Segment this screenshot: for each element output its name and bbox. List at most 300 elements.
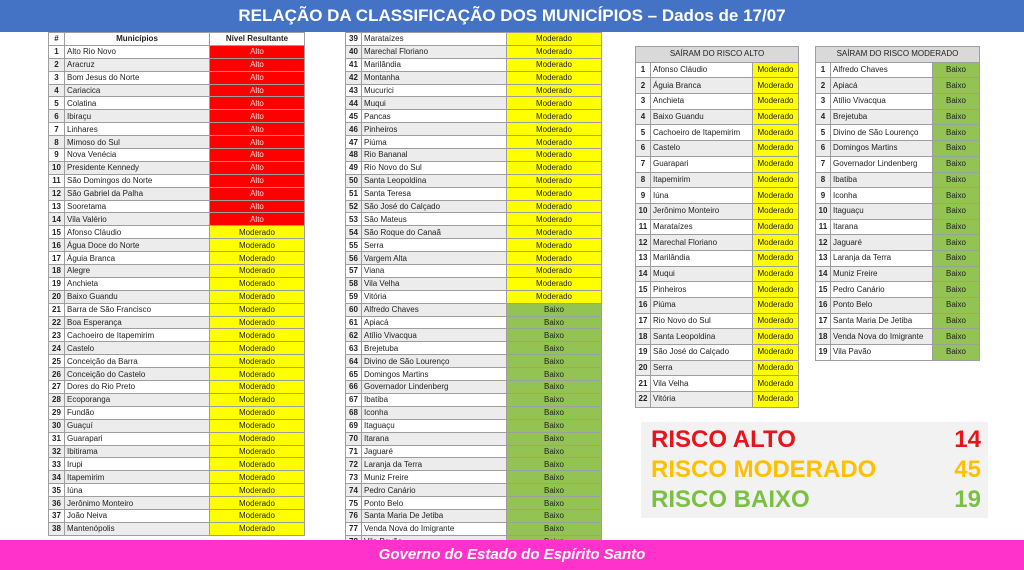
row-number: 43	[346, 84, 362, 97]
municipio-name: Baixo Guandu	[651, 109, 753, 125]
table-row	[346, 84, 602, 97]
risk-level: Moderado	[210, 419, 305, 432]
table-row	[816, 125, 980, 141]
risk-level: Moderado	[753, 109, 799, 125]
municipio-name: São Mateus	[362, 213, 507, 226]
risk-level: Moderado	[507, 290, 602, 303]
row-number: 58	[346, 277, 362, 290]
row-number: 6	[816, 141, 831, 157]
row-number: 44	[346, 97, 362, 110]
row-number: 8	[636, 172, 651, 188]
risk-level: Moderado	[753, 188, 799, 204]
risk-level: Baixo	[933, 109, 980, 125]
municipio-name: Montanha	[362, 71, 507, 84]
risk-level: Moderado	[753, 94, 799, 110]
row-number: 51	[346, 187, 362, 200]
table-row	[636, 94, 799, 110]
table-row	[346, 484, 602, 497]
row-number: 10	[49, 161, 65, 174]
row-number: 19	[636, 345, 651, 361]
risk-level: Baixo	[507, 484, 602, 497]
risk-level: Moderado	[210, 445, 305, 458]
table-row	[346, 303, 602, 316]
table-row	[636, 345, 799, 361]
municipio-name: Governador Lindenberg	[831, 156, 933, 172]
table-row	[49, 161, 305, 174]
municipio-name: Cariacica	[65, 84, 210, 97]
municipio-name: Marataízes	[651, 219, 753, 235]
row-number: 45	[346, 110, 362, 123]
table-row	[346, 419, 602, 432]
table-row	[346, 123, 602, 136]
table-row	[49, 381, 305, 394]
risk-level: Baixo	[933, 235, 980, 251]
table-row	[636, 78, 799, 94]
municipio-name: Aracruz	[65, 58, 210, 71]
risk-level: Alto	[210, 161, 305, 174]
row-number: 77	[346, 522, 362, 535]
risk-level: Moderado	[753, 329, 799, 345]
table-row	[49, 45, 305, 58]
municipio-name: Linhares	[65, 123, 210, 136]
row-number: 74	[346, 484, 362, 497]
row-number: 70	[346, 432, 362, 445]
risk-level: Moderado	[753, 172, 799, 188]
risk-level: Moderado	[210, 252, 305, 265]
row-number: 15	[49, 226, 65, 239]
municipio-name: Marilândia	[362, 58, 507, 71]
table-row	[346, 509, 602, 522]
risk-level: Moderado	[210, 432, 305, 445]
summary-row-moderado	[651, 455, 981, 485]
table-row	[636, 313, 799, 329]
table-row	[816, 156, 980, 172]
risk-level: Moderado	[507, 97, 602, 110]
municipio-name: Alegre	[65, 265, 210, 278]
row-number: 20	[636, 360, 651, 376]
row-number: 2	[49, 58, 65, 71]
municipio-name: Itarana	[362, 432, 507, 445]
municipio-name: Vitória	[651, 392, 753, 408]
row-number: 20	[49, 290, 65, 303]
municipio-name: Iúna	[651, 188, 753, 204]
risk-level: Moderado	[210, 458, 305, 471]
risk-level: Moderado	[210, 406, 305, 419]
row-number: 8	[816, 172, 831, 188]
row-number: 10	[816, 203, 831, 219]
table-row	[49, 368, 305, 381]
table-row	[49, 290, 305, 303]
row-number: 15	[816, 282, 831, 298]
municipio-name: Ibiraçu	[65, 110, 210, 123]
table-row	[49, 406, 305, 419]
risk-level: Baixo	[507, 509, 602, 522]
row-number: 6	[636, 141, 651, 157]
risk-level: Baixo	[933, 266, 980, 282]
municipio-name: Muqui	[362, 97, 507, 110]
risk-level: Moderado	[507, 226, 602, 239]
row-number: 3	[816, 94, 831, 110]
table-row	[816, 78, 980, 94]
row-number: 34	[49, 471, 65, 484]
sairam-risco-alto-table	[635, 46, 799, 408]
table-row	[49, 252, 305, 265]
row-number: 1	[816, 62, 831, 78]
municipio-name: Itapemirim	[65, 471, 210, 484]
table-row	[816, 203, 980, 219]
risk-level: Moderado	[210, 239, 305, 252]
row-number: 69	[346, 419, 362, 432]
municipio-name: Marataízes	[362, 33, 507, 46]
municipio-name: Itaguaçu	[831, 203, 933, 219]
risk-level: Baixo	[507, 355, 602, 368]
municipio-name: Guaçuí	[65, 419, 210, 432]
table-row	[346, 33, 602, 46]
row-number: 24	[49, 342, 65, 355]
municipio-name: Sooretama	[65, 200, 210, 213]
risk-level: Baixo	[933, 78, 980, 94]
risk-level: Moderado	[507, 58, 602, 71]
table-row	[346, 393, 602, 406]
main-table-body	[49, 45, 305, 535]
risk-level: Alto	[210, 110, 305, 123]
risk-level: Baixo	[933, 203, 980, 219]
risk-level: Baixo	[933, 313, 980, 329]
municipio-name: Afonso Cláudio	[65, 226, 210, 239]
table-row	[49, 265, 305, 278]
risk-level: Moderado	[753, 203, 799, 219]
row-number: 28	[49, 393, 65, 406]
table-row	[346, 174, 602, 187]
table-row	[49, 200, 305, 213]
table-row	[636, 298, 799, 314]
risk-level: Moderado	[753, 156, 799, 172]
table-row	[816, 219, 980, 235]
table-row	[636, 392, 799, 408]
row-number: 49	[346, 161, 362, 174]
municipio-name: Águia Branca	[65, 252, 210, 265]
table-row	[816, 235, 980, 251]
risk-level: Baixo	[507, 393, 602, 406]
sairam-moderado-header-row	[816, 47, 980, 63]
table-row	[49, 277, 305, 290]
risk-level: Baixo	[507, 458, 602, 471]
row-number: 2	[816, 78, 831, 94]
row-number: 9	[49, 149, 65, 162]
risk-level: Moderado	[753, 313, 799, 329]
risk-level: Moderado	[507, 174, 602, 187]
second-table-body	[346, 33, 602, 549]
row-number: 14	[49, 213, 65, 226]
risk-level: Alto	[210, 97, 305, 110]
table-row	[49, 316, 305, 329]
risk-level: Moderado	[507, 84, 602, 97]
table-row	[816, 329, 980, 345]
table-row	[816, 345, 980, 361]
table-row	[346, 342, 602, 355]
row-number: 46	[346, 123, 362, 136]
municipio-name: Ponto Belo	[362, 497, 507, 510]
municipio-name: Brejetuba	[831, 109, 933, 125]
municipio-name: Mimoso do Sul	[65, 136, 210, 149]
table-row	[636, 62, 799, 78]
risk-level: Baixo	[507, 445, 602, 458]
municipio-name: Rio Novo do Sul	[362, 161, 507, 174]
row-number: 54	[346, 226, 362, 239]
row-number: 17	[636, 313, 651, 329]
table-row	[346, 45, 602, 58]
row-number: 17	[816, 313, 831, 329]
table-row	[346, 471, 602, 484]
municipio-name: Mantenópolis	[65, 522, 210, 535]
risk-level: Baixo	[507, 419, 602, 432]
row-number: 33	[49, 458, 65, 471]
risk-level: Baixo	[933, 172, 980, 188]
risk-level: Moderado	[210, 471, 305, 484]
row-number: 18	[49, 265, 65, 278]
risk-level: Moderado	[507, 277, 602, 290]
row-number: 27	[49, 381, 65, 394]
municipio-name: Alfredo Chaves	[362, 303, 507, 316]
municipio-name: Baixo Guandu	[65, 290, 210, 303]
header-number: #	[49, 33, 65, 46]
row-number: 19	[816, 345, 831, 361]
row-number: 12	[816, 235, 831, 251]
table-row	[49, 174, 305, 187]
row-number: 47	[346, 136, 362, 149]
table-row	[636, 282, 799, 298]
municipio-name: Vila Velha	[362, 277, 507, 290]
row-number: 13	[49, 200, 65, 213]
sairam-moderado-body	[816, 62, 980, 360]
summary-row-baixo	[651, 485, 981, 515]
risk-level: Baixo	[933, 345, 980, 361]
risk-level: Baixo	[933, 188, 980, 204]
table-row	[49, 432, 305, 445]
table-row	[636, 203, 799, 219]
municipio-name: Serra	[651, 360, 753, 376]
municipio-name: Boa Esperança	[65, 316, 210, 329]
row-number: 39	[346, 33, 362, 46]
table-row	[346, 522, 602, 535]
risk-level: Moderado	[210, 329, 305, 342]
municipio-name: Nova Venécia	[65, 149, 210, 162]
table-row	[346, 58, 602, 71]
table-row	[816, 282, 980, 298]
table-row	[49, 239, 305, 252]
risk-level: Moderado	[507, 265, 602, 278]
municipio-name: Jerônimo Monteiro	[651, 203, 753, 219]
risk-level: Moderado	[507, 136, 602, 149]
row-number: 53	[346, 213, 362, 226]
municipio-name: Cachoeiro de Itapemirim	[65, 329, 210, 342]
table-row	[49, 226, 305, 239]
risk-level: Baixo	[933, 219, 980, 235]
risk-level: Moderado	[753, 282, 799, 298]
row-number: 8	[49, 136, 65, 149]
risk-level: Alto	[210, 123, 305, 136]
risk-level: Moderado	[507, 239, 602, 252]
row-number: 3	[49, 71, 65, 84]
municipio-name: São Domingos do Norte	[65, 174, 210, 187]
row-number: 40	[346, 45, 362, 58]
municipio-name: Laranja da Terra	[831, 250, 933, 266]
table-row	[49, 303, 305, 316]
risk-level: Baixo	[933, 282, 980, 298]
risk-level: Alto	[210, 45, 305, 58]
municipio-name: Jaguaré	[831, 235, 933, 251]
risk-level: Baixo	[507, 342, 602, 355]
risk-level: Alto	[210, 213, 305, 226]
risk-level: Alto	[210, 187, 305, 200]
risk-level: Alto	[210, 149, 305, 162]
municipio-name: Itarana	[831, 219, 933, 235]
risk-level: Baixo	[507, 368, 602, 381]
municipio-name: Ibitirama	[65, 445, 210, 458]
row-number: 26	[49, 368, 65, 381]
row-number: 32	[49, 445, 65, 458]
risk-level: Baixo	[933, 62, 980, 78]
risk-level: Moderado	[507, 110, 602, 123]
municipio-name: Iúna	[65, 484, 210, 497]
table-row	[636, 266, 799, 282]
table-row	[816, 313, 980, 329]
risk-level: Baixo	[933, 156, 980, 172]
row-number: 13	[816, 250, 831, 266]
municipio-name: Piúma	[651, 298, 753, 314]
municipio-name: Cachoeiro de Itapemirim	[651, 125, 753, 141]
municipio-name: Apiacá	[362, 316, 507, 329]
row-number: 68	[346, 406, 362, 419]
summary-row-alto	[651, 425, 981, 455]
table-row	[636, 360, 799, 376]
sairam-risco-moderado-table	[815, 46, 980, 361]
sairam-alto-body	[636, 62, 799, 407]
row-number: 12	[49, 187, 65, 200]
municipio-name: Água Doce do Norte	[65, 239, 210, 252]
row-number: 21	[49, 303, 65, 316]
municipio-name: São Roque do Canaã	[362, 226, 507, 239]
table-row	[346, 239, 602, 252]
table-row	[816, 172, 980, 188]
risk-level: Moderado	[210, 381, 305, 394]
row-number: 61	[346, 316, 362, 329]
risk-level: Moderado	[210, 316, 305, 329]
summary-count-alto: 14	[954, 426, 981, 453]
municipio-name: Ecoporanga	[65, 393, 210, 406]
table-row	[49, 522, 305, 535]
risk-level: Baixo	[507, 522, 602, 535]
municipio-name: Mucurici	[362, 84, 507, 97]
table-row	[346, 187, 602, 200]
row-number: 67	[346, 393, 362, 406]
table-row	[346, 110, 602, 123]
municipio-name: Venda Nova do Imigrante	[831, 329, 933, 345]
row-number: 76	[346, 509, 362, 522]
risk-level: Moderado	[753, 345, 799, 361]
table-row	[49, 497, 305, 510]
row-number: 35	[49, 484, 65, 497]
municipio-name: Guarapari	[65, 432, 210, 445]
table-row	[636, 109, 799, 125]
municipio-name: Alto Rio Novo	[65, 45, 210, 58]
table-row	[636, 235, 799, 251]
municipio-name: São José do Calçado	[362, 200, 507, 213]
risk-level: Baixo	[933, 329, 980, 345]
row-number: 31	[49, 432, 65, 445]
municipios-table-part1	[48, 32, 305, 536]
table-row	[49, 110, 305, 123]
table-row	[346, 97, 602, 110]
municipio-name: Marechal Floriano	[651, 235, 753, 251]
row-number: 21	[636, 376, 651, 392]
risk-level: Moderado	[507, 149, 602, 162]
table-row	[636, 141, 799, 157]
municipio-name: Itapemirim	[651, 172, 753, 188]
table-row	[49, 329, 305, 342]
table-row	[346, 71, 602, 84]
table-row	[346, 458, 602, 471]
risk-level: Moderado	[753, 376, 799, 392]
municipio-name: Brejetuba	[362, 342, 507, 355]
municipio-name: Conceição da Barra	[65, 355, 210, 368]
municipio-name: Pedro Canário	[362, 484, 507, 497]
row-number: 5	[816, 125, 831, 141]
risk-level: Moderado	[210, 497, 305, 510]
municipio-name: Serra	[362, 239, 507, 252]
table-row	[49, 471, 305, 484]
municipio-name: Afonso Cláudio	[651, 62, 753, 78]
table-row	[49, 136, 305, 149]
table-row	[346, 445, 602, 458]
municipio-name: Castelo	[65, 342, 210, 355]
risk-level: Moderado	[507, 200, 602, 213]
municipio-name: Vila Pavão	[831, 345, 933, 361]
municipio-name: Iconha	[362, 406, 507, 419]
risk-level: Moderado	[507, 33, 602, 46]
table-row	[346, 149, 602, 162]
table-row	[346, 290, 602, 303]
table-row	[346, 329, 602, 342]
municipio-name: Ibatiba	[362, 393, 507, 406]
risk-level: Baixo	[507, 432, 602, 445]
row-number: 55	[346, 239, 362, 252]
table-row	[49, 97, 305, 110]
table-row	[49, 123, 305, 136]
risk-level: Baixo	[507, 329, 602, 342]
risk-level: Baixo	[507, 316, 602, 329]
risk-level: Moderado	[507, 45, 602, 58]
risk-summary-box	[641, 422, 988, 518]
municipio-name: Governador Lindenberg	[362, 381, 507, 394]
risk-level: Moderado	[210, 522, 305, 535]
municipio-name: Atílio Vivacqua	[831, 94, 933, 110]
municipio-name: Muniz Freire	[831, 266, 933, 282]
risk-level: Alto	[210, 58, 305, 71]
row-number: 52	[346, 200, 362, 213]
table-row	[49, 393, 305, 406]
row-number: 50	[346, 174, 362, 187]
row-number: 30	[49, 419, 65, 432]
table-row	[636, 172, 799, 188]
table-row	[49, 355, 305, 368]
row-number: 71	[346, 445, 362, 458]
row-number: 9	[816, 188, 831, 204]
table-row	[346, 497, 602, 510]
row-number: 4	[636, 109, 651, 125]
row-number: 11	[49, 174, 65, 187]
row-number: 7	[636, 156, 651, 172]
